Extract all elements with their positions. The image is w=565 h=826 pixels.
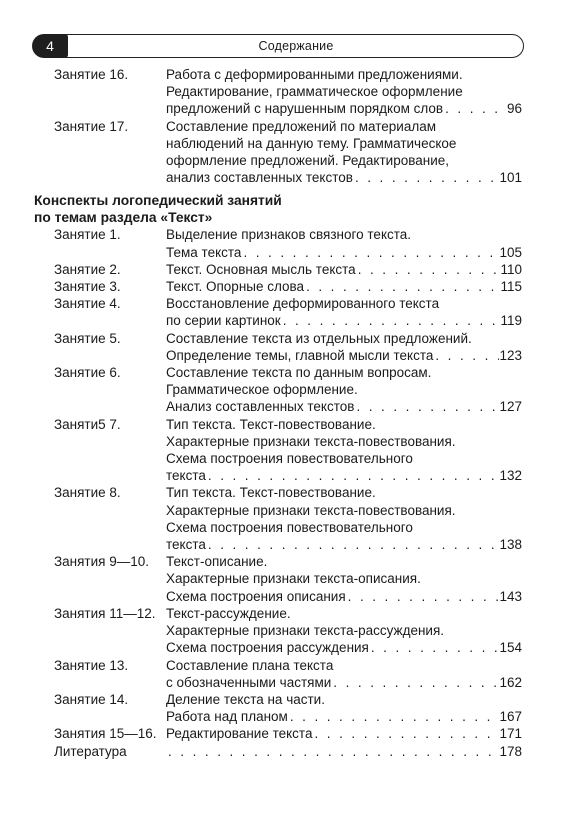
- toc-entry-label: Заняти5 7.: [54, 416, 121, 432]
- toc-entry-text: Текст-описание.: [166, 554, 268, 570]
- toc-entry-text: Составление текста по данным вопросам.: [166, 365, 432, 381]
- toc-entry-text: Схема построения рассуждения: [166, 640, 369, 656]
- page-title: Содержание: [258, 39, 334, 53]
- toc-entry-body: [166, 261, 522, 278]
- toc-entry-body: [166, 725, 522, 742]
- dot-leader: [346, 588, 500, 605]
- toc-page-number: 123: [499, 347, 522, 363]
- section-heading-line: по темам раздела «Текст»: [34, 210, 213, 226]
- toc-entry-text: Схема построения описания: [166, 588, 346, 604]
- toc-entry-text: Составление плана текста: [166, 657, 334, 673]
- toc-entry-line: [166, 570, 522, 587]
- toc-entry-label: Занятие 3.: [54, 279, 121, 295]
- toc-entry-body: [166, 743, 522, 760]
- toc-entry-label: Занятие 16.: [54, 67, 129, 82]
- toc-entry-line: [166, 381, 522, 398]
- toc-entry-line: [166, 118, 522, 135]
- toc-entry-line: [166, 605, 522, 622]
- toc-entry-text: Тип текста. Текст-повествование.: [166, 485, 376, 501]
- page-number: 4: [32, 34, 68, 58]
- toc-entry-text: Анализ составленных текстов: [166, 399, 355, 415]
- toc-entry-body: [166, 118, 522, 187]
- dot-leader: [312, 725, 499, 742]
- toc-entry-line: [166, 312, 522, 329]
- dot-leader: [331, 674, 499, 691]
- toc-entry-body: [166, 657, 522, 691]
- toc-entry-line: [166, 347, 522, 364]
- toc-entry-line: [166, 169, 522, 186]
- toc-entry-label: Занятие 13.: [54, 657, 129, 673]
- toc-entry-line: [166, 244, 522, 261]
- dot-leader: [281, 312, 501, 329]
- toc-entry-label: Литература: [54, 743, 127, 759]
- toc-entry-text: с обозначенными частями: [166, 674, 332, 690]
- toc-entry: [54, 691, 522, 725]
- toc-entry-text: Схема построения повествовательного: [166, 519, 413, 535]
- toc-entry-line: [166, 278, 522, 295]
- toc-entry-line: [166, 502, 522, 519]
- toc-entry: [54, 364, 522, 416]
- toc-entry-line: [166, 152, 522, 169]
- toc-entry-line: [166, 639, 522, 656]
- toc-entry-text: Деление текста на части.: [166, 691, 325, 707]
- toc-entry: [54, 118, 522, 187]
- toc-entry-body: [166, 484, 522, 553]
- toc-entry-text: Схема построения повествовательного: [166, 451, 413, 467]
- toc-entry-label: Занятия 15—16.: [54, 726, 157, 742]
- toc-entry-text: Грамматическое оформление.: [166, 382, 358, 398]
- toc-entry: [54, 484, 522, 553]
- toc-entry-label: Занятие 8.: [54, 485, 121, 501]
- toc-section-entries: [54, 226, 522, 759]
- toc-entry-line: [166, 536, 522, 553]
- toc-entry-body: [166, 416, 522, 485]
- toc-page-number: 154: [499, 640, 522, 656]
- toc-entry-text: Характерные признаки текста-описания.: [166, 571, 421, 587]
- toc-entry-line: [166, 484, 522, 501]
- toc-entry-label: Занятие 4.: [54, 296, 121, 312]
- toc-entry-text: текста: [166, 537, 206, 553]
- dot-leader: [353, 169, 500, 186]
- toc-entry-body: [166, 691, 522, 725]
- dot-leader: [354, 398, 499, 415]
- toc-entry-label: Занятия 9—10.: [54, 554, 149, 570]
- toc-entry-line: [166, 674, 522, 691]
- toc-entry-line: [166, 416, 522, 433]
- toc-entry-body: [166, 66, 522, 118]
- toc-entry-line: [166, 708, 522, 725]
- toc-entry-text: по серии картинок: [166, 313, 281, 329]
- toc-entry-line: [166, 330, 522, 347]
- toc-entry-text: Текст-рассуждение.: [166, 605, 291, 621]
- toc-entry-body: [166, 226, 522, 260]
- toc-page-number: 101: [499, 170, 522, 186]
- dot-leader: [166, 743, 499, 760]
- toc-entry: [54, 725, 522, 742]
- toc-entry-label: Занятие 1.: [54, 227, 121, 243]
- toc-entry: [54, 278, 522, 295]
- toc-entry-line: [166, 261, 522, 278]
- toc-entry-line: [166, 588, 522, 605]
- toc-entry-line: [166, 519, 522, 536]
- toc-entry-body: [166, 278, 522, 295]
- toc-entry-label: Занятие 17.: [54, 118, 129, 134]
- toc-entry-text: Редактирование текста: [166, 726, 313, 742]
- toc-entry: [54, 605, 522, 657]
- toc-entry-text: Тип текста. Текст-повествование.: [166, 416, 376, 432]
- toc-page-number: 162: [499, 674, 522, 690]
- dot-leader: [288, 708, 500, 725]
- toc-entry: [54, 261, 522, 278]
- toc-entry-line: [166, 135, 522, 152]
- toc-entry-line: [166, 398, 522, 415]
- toc-entry-body: [166, 295, 522, 329]
- toc-entry-line: [166, 66, 522, 83]
- table-of-contents: [34, 66, 522, 760]
- toc-entry-line: [166, 226, 522, 243]
- toc-entry-text: Характерные признаки текста-повествования.: [166, 433, 456, 449]
- dot-leader: [206, 536, 500, 553]
- toc-entry-label: Занятие 14.: [54, 691, 129, 707]
- section-heading: [34, 192, 522, 226]
- toc-page-number: 110: [500, 261, 522, 277]
- toc-entry-text: Работа с деформированными предложениями.: [166, 67, 463, 82]
- toc-page-number: 127: [499, 399, 522, 415]
- toc-page-number: 119: [500, 313, 522, 329]
- toc-entry-text: наблюдений на данную тему. Грамматическое: [166, 135, 457, 151]
- toc-entry-line: [166, 295, 522, 312]
- toc-entry-text: Характерные признаки текста-рассуждения.: [166, 623, 445, 639]
- toc-entry-text: Составление предложений по материалам: [166, 118, 436, 134]
- section-heading-line: Конспекты логопедический занятий: [34, 193, 282, 209]
- dot-leader: [206, 467, 500, 484]
- toc-entry-line: [166, 467, 522, 484]
- toc-entry-body: [166, 553, 522, 605]
- toc-entry-body: [166, 364, 522, 416]
- toc-entry: [54, 743, 522, 760]
- toc-entry-line: [166, 622, 522, 639]
- toc-entry: [54, 553, 522, 605]
- toc-entry: [54, 416, 522, 485]
- toc-page-number: 178: [499, 743, 522, 759]
- toc-page-number: 96: [506, 101, 522, 117]
- toc-entry-line: [166, 691, 522, 708]
- toc-top-entries: [54, 66, 522, 186]
- dot-leader: [369, 639, 500, 656]
- page-header: [32, 34, 524, 58]
- toc-page-number: 171: [499, 726, 522, 742]
- toc-entry: [54, 657, 522, 691]
- toc-entry-label: Занятия 11—12.: [54, 605, 156, 621]
- toc-entry-text: оформление предложений. Редактирование,: [166, 153, 450, 169]
- dot-leader: [241, 244, 499, 261]
- dot-leader: [304, 278, 500, 295]
- toc-entry: [54, 295, 522, 329]
- toc-entry: [54, 330, 522, 364]
- toc-entry-text: Редактирование, грамматическое оформление: [166, 84, 463, 100]
- toc-entry-text: Составление текста из отдельных предложений.: [166, 330, 472, 346]
- toc-page-number: 138: [499, 537, 522, 553]
- toc-entry-line: [166, 450, 522, 467]
- toc-entry: [54, 66, 522, 118]
- toc-page-number: 115: [500, 279, 522, 295]
- toc-page-number: 167: [499, 709, 522, 725]
- toc-page-number: 143: [499, 588, 522, 604]
- toc-entry-line: [166, 725, 522, 742]
- dot-leader: [433, 347, 499, 364]
- toc-entry-line: [166, 743, 522, 760]
- toc-page-number: 132: [499, 468, 522, 484]
- toc-entry-label: Занятие 6.: [54, 365, 121, 381]
- toc-entry-line: [166, 83, 522, 100]
- toc-entry-body: [166, 605, 522, 657]
- dot-leader: [356, 261, 501, 278]
- toc-entry-text: Тема текста: [166, 244, 242, 260]
- toc-entry-line: [166, 433, 522, 450]
- toc-entry-text: анализ составленных текстов: [166, 170, 353, 186]
- toc-entry-label: Занятие 2.: [54, 261, 121, 277]
- toc-entry-line: [166, 100, 522, 117]
- toc-entry-text: Характерные признаки текста-повествования.: [166, 502, 456, 518]
- toc-entry-text: Текст. Основная мысль текста: [166, 261, 356, 277]
- toc-entry-text: Работа над планом: [166, 709, 288, 725]
- toc-entry: [54, 226, 522, 260]
- toc-entry-line: [166, 553, 522, 570]
- dot-leader: [443, 100, 507, 117]
- toc-entry-line: [166, 364, 522, 381]
- toc-entry-text: Восстановление деформированного текста: [166, 296, 440, 312]
- toc-entry-text: Выделение признаков связного текста.: [166, 227, 412, 243]
- toc-entry-text: Определение темы, главной мысли текста: [166, 347, 434, 363]
- toc-entry-label: Занятие 5.: [54, 330, 121, 346]
- toc-entry-text: текста: [166, 468, 206, 484]
- toc-entry-body: [166, 330, 522, 364]
- toc-page-number: 105: [499, 244, 522, 260]
- toc-entry-line: [166, 657, 522, 674]
- toc-entry-text: Текст. Опорные слова: [166, 279, 305, 295]
- toc-entry-text: предложений с нарушенным порядком слов: [166, 101, 444, 117]
